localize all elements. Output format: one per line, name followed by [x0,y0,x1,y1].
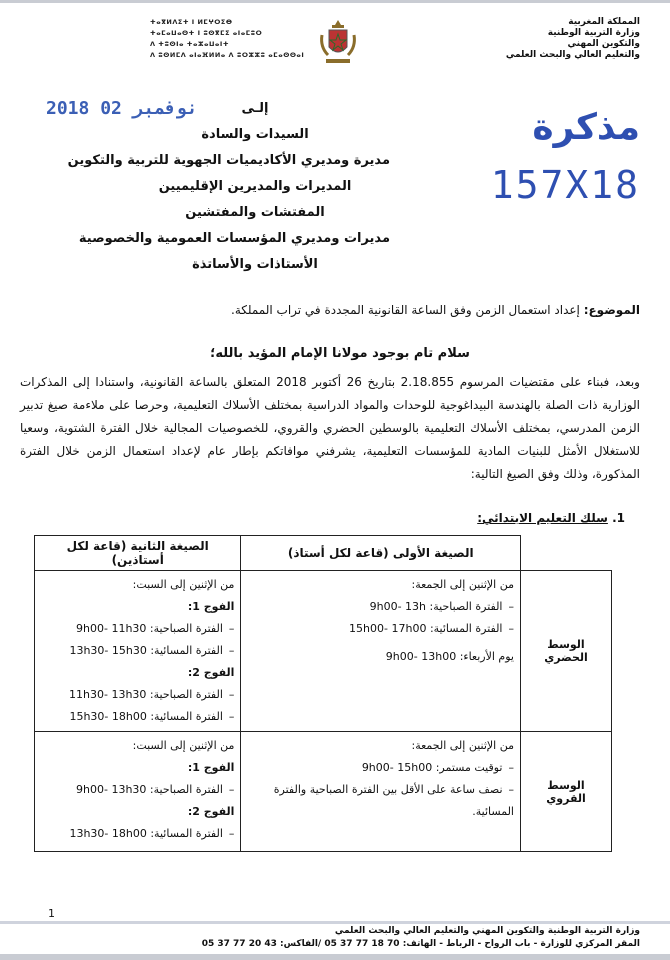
recipient-line: السيدات والسادة [201,127,309,142]
salutation: سلام تام بوجود مولانا الإمام المؤيد بالله؛ [210,346,470,361]
days-label: من الإثنين إلى الجمعة: [411,578,514,591]
table-header-cell: الصيغة الثانية (قاعة لكل أستاذين) [35,536,241,571]
header-line: ⴷ ⵓⵙⵍⵎⴷ ⴰⵏⴰⴼⵍⵍⴰ ⴷ ⵓⵔⵣⵣⵓ ⴰⵎⴰⵙⵙⴰⵏ [150,51,305,59]
header-line: ⴷ ⵜⵓⵙⵏⴰ ⵜⴰⵣⴰⵡⴰⵏⵜ [150,40,230,48]
subject-text: إعداد استعمال الزمن وفق الساعة القانونية المجددة في تراب المملكة. [231,303,584,317]
group-label: الفوج 1: [187,600,235,613]
subject-label: الموضوع: [583,303,640,317]
section-heading [477,511,625,525]
schedule-line: –الفترة الصباحية: 9h00- 13h [369,600,514,613]
coat-of-arms-icon [318,17,358,67]
header-line: وزارة التربية الوطنية [547,28,640,38]
ministry-header-amazigh [150,17,305,61]
schedule-note: نصف ساعة على الأقل بين الفترة الصباحية والفترة المسائية. [273,783,514,818]
zone-cell: الوسط الحضري [521,571,612,732]
days-label: من الإثنين إلى الجمعة: [411,739,514,752]
schedule-line: –الفترة الصباحية: 9h00- 13h30 [76,783,235,796]
ministry-header-arabic [480,17,640,61]
schedule-line: –توقيت مستمر: 9h00- 15h00 [361,761,514,774]
time-range: الفترة الصباحية: 9h00- 13h [369,600,503,613]
subject-line [40,303,640,317]
recipient-line: المفتشات والمفتشين [185,205,325,220]
schedule-line: –الفترة الصباحية: 9h00- 11h30 [76,622,235,635]
page-number: 1 [48,907,55,920]
time-range: الفترة المسائية: 15h00- 17h00 [349,622,503,635]
footer-line: المقر المركزي للوزارة - باب الرواح - الرباط - الهاتف: 70 18 77 37 05 /الفاكس: 43 20 77 37 05 [201,939,640,949]
table-row [35,571,612,732]
recipient-line: الأستاذات والأساتذة [192,257,318,272]
group-label: الفوج 1: [187,761,235,774]
header-line: والتكوين المهني [567,39,640,49]
footer-divider [0,921,670,924]
recipient-line: إلـى [241,101,269,116]
days-label: من الإثنين إلى السبت: [132,739,235,752]
recipients-block [67,96,390,278]
section-title: سلك التعليم الابتدائي: [477,511,608,525]
time-range: الفترة الصباحية: 9h00- 13h30 [76,783,223,796]
recipient-line: مديرات ومديري المؤسسات العمومية والخصوصية [78,231,390,246]
days-label: من الإثنين إلى السبت: [132,578,235,591]
header-line: ⵜⴰⴳⵍⴷⵉⵜ ⵏ ⵍⵎⵖⵔⵉⴱ [150,18,233,26]
group-label: الفوج 2: [187,805,235,818]
time-range: الفترة الصباحية: 11h30- 13h30 [69,688,223,701]
table-header-cell: الصيغة الأولى (قاعة لكل أستاذ) [241,536,521,571]
body-paragraph: وبعد، فبناء على مقتضيات المرسوم 2.18.855 بتاريخ 26 أكتوبر 2018 المتعلق بالساعة القانونية، واستنادا إلى المذكرات الوزارية ذات الصلة بالهندسة البيداغوجية للوحدات والمواد الدراسية بمختلف الأسلاك التعليمية، وحرصا على ملاءمة صيغ تدبير الزمن المدرسي، بمختلف الأسلاك التعليمية بالوسطين الحضري والقروي، للخصوصيات المجالية خلال الفترة الشتوية، وسعيا للاستغلال الأمثل للبنيات المادية للمؤسسات التعليمية، يشرفني موافاتكم بإطار عام لإعداد استعمال الزمن خلال الفترة المذكورة، وذلك وفق الصيغ التالية: [20,375,640,481]
time-range: الفترة الصباحية: 9h00- 11h30 [76,622,223,635]
header-line: المملكة المغربية [568,17,640,27]
time-range: الفترة المسائية: 13h30- 15h30 [69,644,223,657]
footer [202,925,640,951]
schedule-line: –الفترة المسائية: 13h30- 18h00 [69,827,235,840]
time-range: توقيت مستمر: 9h00- 15h00 [361,761,503,774]
date-stamp: 2018 نوفمبر 02 [46,98,198,119]
schedule-line: –الفترة المسائية: 15h30- 18h00 [69,710,235,723]
recipient-line: المديرات والمديرين الإقليميين [158,179,352,194]
table-row [35,732,612,852]
footer-line: وزارة التربية الوطنية والتكوين المهني والتعليم العالي والبحث العلمي [334,926,640,936]
time-range: الفترة المسائية: 15h30- 18h00 [69,710,223,723]
table-cell [35,732,241,852]
header-line: ⵜⴰⵎⴰⵡⴰⵙⵜ ⵏ ⵓⵙⴳⵎⵉ ⴰⵏⴰⵎⵓⵔ [150,29,263,37]
footer-bar [0,954,670,960]
schedule-table [34,535,612,852]
schedule-line: –نصف ساعة على الأقل بين الفترة الصباحية والفترة المسائية. [273,783,514,818]
table-header-empty [521,536,612,571]
memo-number: 157X18 [490,163,640,207]
table-header-row [35,536,612,571]
header-line: والتعليم العالي والبحث العلمي [505,50,640,60]
schedule-line: –الفترة المسائية: 15h00- 17h00 [349,622,514,635]
zone-cell: الوسط القروي [521,732,612,852]
recipient-line: مديرة ومديري الأكاديميات الجهوية للتربية والتكوين [67,153,390,168]
group-label: الفوج 2: [187,666,235,679]
memo-title: مذكرة [532,107,640,148]
table-cell [35,571,241,732]
time-range: الفترة المسائية: 13h30- 18h00 [69,827,223,840]
table-cell [241,571,521,732]
section-number: 1. [612,511,625,525]
schedule-line: –الفترة الصباحية: 11h30- 13h30 [69,688,235,701]
table-cell [241,732,521,852]
schedule-line: يوم الأربعاء: 9h00- 13h00 [385,650,514,663]
schedule-line: –الفترة المسائية: 13h30- 15h30 [69,644,235,657]
